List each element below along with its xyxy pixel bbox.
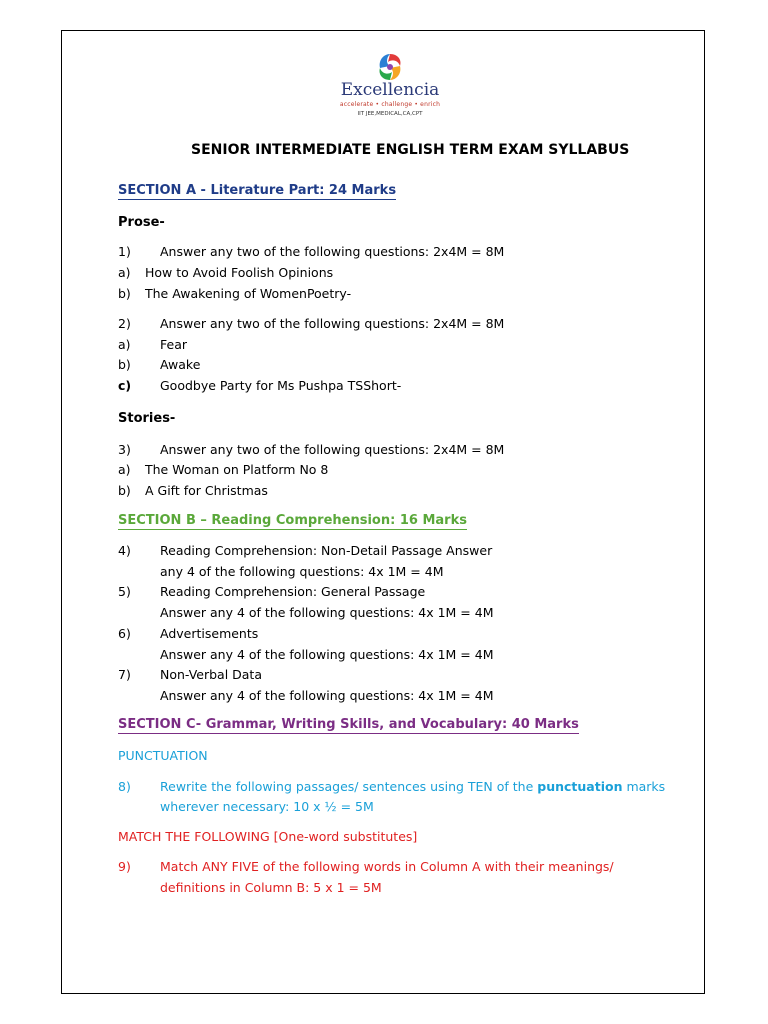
q2-number: 2) [118,316,131,331]
q1-text: Answer any two of the following questions: 2x4M = 8M [160,244,505,259]
q2b-label: b) [118,357,131,372]
q6-line1: Advertisements [160,626,259,641]
q8-text-pre: Rewrite the following passages/ sentences using TEN of the [160,779,538,794]
q2b-text: Awake [160,357,201,372]
q7-line2: Answer any 4 of the following questions: 4x 1M = 4M [160,688,494,703]
q2a-label: a) [118,337,131,352]
q9-line2: definitions in Column B: 5 x 1 = 5M [160,880,382,895]
q8-line1 [160,779,665,794]
q7-number: 7) [118,667,131,682]
section-a-heading: SECTION A - Literature Part: 24 Marks [118,183,397,198]
q1-number: 1) [118,244,131,259]
q6-number: 6) [118,626,131,641]
q5-line1: Reading Comprehension: General Passage [160,584,426,599]
prose-heading: Prose- [118,215,165,230]
q4-line2: any 4 of the following questions: 4x 1M = 4M [160,564,444,579]
match-heading: MATCH THE FOLLOWING [One-word substitutes] [118,829,418,844]
page-title: SENIOR INTERMEDIATE ENGLISH TERM EXAM SYLLABUS [191,142,630,158]
q5-number: 5) [118,584,131,599]
logo-tagline: accelerate • challenge • enrich [339,101,441,108]
q5-line2: Answer any 4 of the following questions: 4x 1M = 4M [160,605,494,620]
q3a-label: a) [118,462,131,477]
swirl-logo-icon [370,50,410,84]
q7-line1: Non-Verbal Data [160,667,262,682]
q3-text: Answer any two of the following questions: 2x4M = 8M [160,442,505,457]
q2c-text: Goodbye Party for Ms Pushpa TSShort- [160,378,402,393]
q3a-text: The Woman on Platform No 8 [145,462,329,477]
q3b-label: b) [118,483,131,498]
q8-line2: wherever necessary: 10 x ½ = 5M [160,799,374,814]
q4-number: 4) [118,543,131,558]
q1a-label: a) [118,265,131,280]
q1b-text: The Awakening of WomenPoetry- [145,286,352,301]
logo-subtitle: IIT JEE,MEDICAL,CA,CPT [357,111,423,117]
q9-line1: Match ANY FIVE of the following words in Column A with their meanings/ [160,859,614,874]
q2c-label: c) [118,378,132,393]
q2-text: Answer any two of the following questions: 2x4M = 8M [160,316,505,331]
excellencia-logo [330,50,450,130]
section-b-heading: SECTION B – Reading Comprehension: 16 Marks [118,513,467,528]
q8-text-bold: punctuation [537,779,623,794]
q9-number: 9) [118,859,131,874]
stories-heading: Stories- [118,411,176,426]
punctuation-heading: PUNCTUATION [118,748,208,763]
page-border [61,30,705,994]
q6-line2: Answer any 4 of the following questions: 4x 1M = 4M [160,647,494,662]
q1b-label: b) [118,286,131,301]
section-c-heading: SECTION C- Grammar, Writing Skills, and Vocabulary: 40 Marks [118,717,579,732]
logo-name: Excellencia [340,80,440,100]
q8-text-post: marks [622,779,666,794]
q2a-text: Fear [160,337,187,352]
q8-number: 8) [118,779,131,794]
q3-number: 3) [118,442,131,457]
q4-line1: Reading Comprehension: Non-Detail Passage Answer [160,543,493,558]
q1a-text: How to Avoid Foolish Opinions [145,265,334,280]
q3b-text: A Gift for Christmas [145,483,268,498]
